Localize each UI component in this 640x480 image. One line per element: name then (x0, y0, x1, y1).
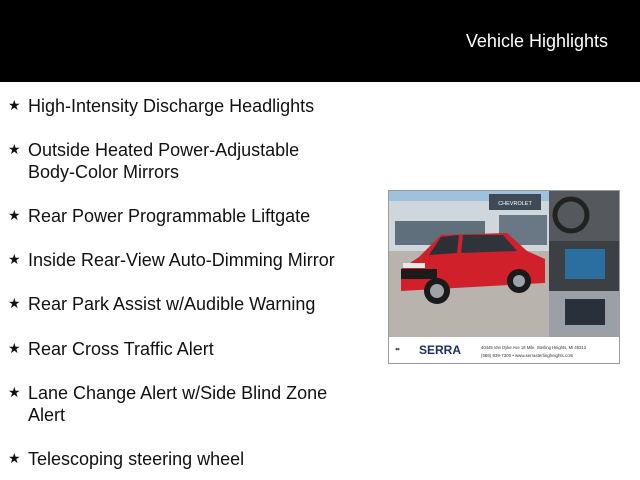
dealer-address: 40445 Van Dyke Ave 18 Mile, Sterling Heights, MI 48313 (481, 345, 587, 350)
feature-item (8, 448, 368, 470)
feature-item (8, 293, 368, 315)
feature-text: Body-Color Mirrors (28, 162, 180, 182)
feature-text: Inside Rear-View Auto-Dimming Mirror (28, 250, 335, 270)
feature-text: Alert (28, 405, 66, 425)
feature-text: Telescoping steering wheel (28, 449, 245, 469)
page-title: Vehicle Highlights (465, 31, 608, 51)
feature-text: Lane Change Alert w/Side Blind Zone (28, 383, 328, 403)
feature-item (8, 249, 368, 271)
chevrolet-bowtie-icon: ⬌ (395, 347, 401, 353)
dealer-name: SERRA (419, 343, 462, 357)
feature-text: Rear Cross Traffic Alert (28, 339, 214, 359)
feature-text: Rear Power Programmable Liftgate (28, 206, 311, 226)
star-icon: ★ (8, 450, 21, 466)
feature-text: High-Intensity Discharge Headlights (28, 96, 315, 116)
feature-item (8, 95, 368, 117)
feature-text: Outside Heated Power-Adjustable (28, 140, 300, 160)
feature-text: Rear Park Assist w/Audible Warning (28, 294, 316, 314)
vehicle-photo (388, 190, 620, 364)
star-icon: ★ (8, 384, 21, 400)
star-icon: ★ (8, 207, 21, 223)
interior-steering-view (549, 191, 619, 241)
star-icon: ★ (8, 251, 21, 267)
star-icon: ★ (8, 97, 21, 113)
dealer-sign-text: CHEVROLET (498, 201, 532, 207)
feature-item (8, 205, 368, 227)
star-icon: ★ (8, 141, 21, 157)
feature-item (8, 338, 368, 360)
feature-item (8, 139, 368, 183)
star-icon: ★ (8, 295, 21, 311)
star-icon: ★ (8, 340, 21, 356)
vehicle-photo-art (389, 191, 619, 363)
feature-item (8, 382, 368, 426)
dealer-contact: (586) 939-7300 • www.serrasterlingheights.com (481, 353, 574, 358)
